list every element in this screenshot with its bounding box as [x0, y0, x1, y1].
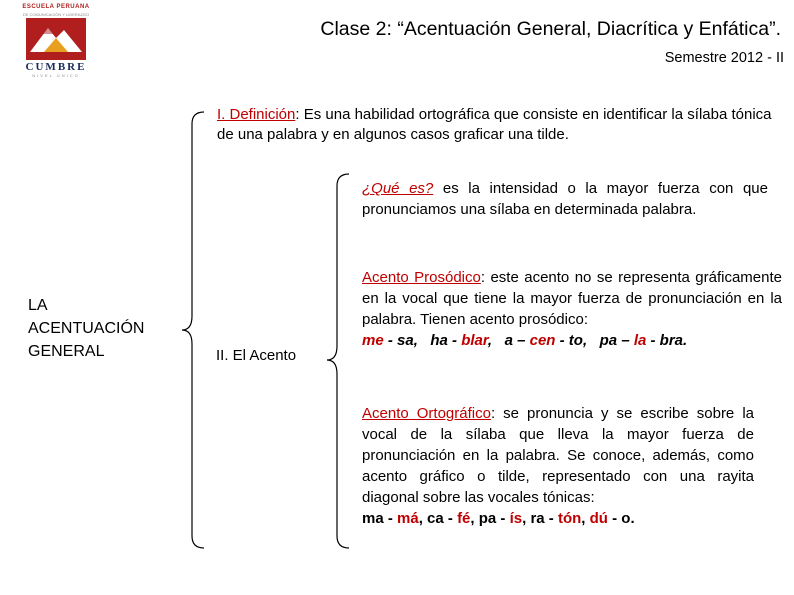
inner-curly-brace-icon: [325, 172, 355, 550]
syllable-text: ra -: [530, 510, 558, 527]
syllable-text: ca -: [427, 510, 458, 527]
definition-heading: I. Definición: [217, 106, 296, 123]
prosodico-paragraph: [362, 267, 782, 351]
syllable-text: ,: [581, 510, 590, 527]
syllable-text: ,: [418, 510, 428, 527]
logo-name: CUMBRE: [25, 61, 87, 73]
ortografico-text: : se pronuncia y se escribe sobre la vocal de la sílaba que lleva la mayor fuerza de pronunciación en la palabra. Se conoce, además, como acento gráfico o tilde, representado con una rayita diagonal sobre las vocales tónicas:: [362, 405, 754, 506]
ortografico-examples: [362, 508, 754, 529]
mountain-logo-icon: [26, 18, 86, 60]
prosodico-heading: Acento Prosódico: [362, 269, 481, 286]
stressed-syllable: ís: [509, 510, 523, 527]
topic-label: [28, 294, 144, 363]
stressed-syllable: la: [633, 332, 647, 349]
topic-label-line: GENERAL: [28, 343, 105, 360]
topic-label-line: ACENTUACIÓN: [28, 320, 145, 337]
school-logo: [18, 4, 94, 76]
page-subtitle: Semestre 2012 - II: [664, 50, 784, 66]
left-curly-brace-icon: [180, 110, 210, 550]
stressed-syllable: blar: [461, 332, 488, 349]
syllable-text: a –: [504, 332, 530, 349]
syllable-text: pa –: [599, 332, 634, 349]
syllable-text: - to,: [555, 332, 600, 349]
topic-label-line: LA: [28, 297, 48, 314]
syllable-text: pa -: [478, 510, 510, 527]
stressed-syllable: cen: [529, 332, 556, 349]
syllable-text: ,: [470, 510, 479, 527]
que-es-question: ¿Qué es?: [362, 180, 434, 197]
syllable-text: ,: [487, 332, 505, 349]
syllable-text: ,: [522, 510, 531, 527]
que-es-paragraph: [362, 178, 768, 220]
stressed-syllable: má: [397, 510, 419, 527]
stressed-syllable: me: [362, 332, 384, 349]
ortografico-heading: Acento Ortográfico: [362, 405, 491, 422]
definition-paragraph: [217, 105, 777, 145]
logo-tagline: NIVEL ÚNICO: [32, 73, 80, 78]
stressed-syllable: dú: [589, 510, 608, 527]
syllable-text: - sa,: [383, 332, 431, 349]
prosodico-examples: [362, 330, 782, 351]
acento-label: II. El Acento: [216, 347, 297, 364]
syllable-text: ma -: [362, 510, 398, 527]
prosodico-text: : este acento no se representa gráficamente en la vocal que tiene la mayor fuerza de pronunciación en la palabra. Tienen acento prosódico:: [362, 269, 782, 328]
que-es-text: es la intensidad o la mayor fuerza con que pronunciamos una sílaba en determinada palabra.: [362, 180, 768, 218]
page-title: Clase 2: “Acentuación General, Diacrítica y Enfática”.: [320, 18, 781, 40]
syllable-text: - bra.: [646, 332, 688, 349]
logo-title: ESCUELA PERUANA: [22, 4, 90, 10]
definition-text: : Es una habilidad ortográfica que consiste en identificar la sílaba tónica de una palabra y en algunos casos graficar una tilde.: [217, 106, 772, 143]
syllable-text: ha -: [430, 332, 462, 349]
logo-subtitle: DE COMUNICACIÓN Y LIDERAZGO: [22, 12, 90, 17]
syllable-text: - o.: [607, 510, 635, 527]
stressed-syllable: fé: [457, 510, 471, 527]
stressed-syllable: tón: [557, 510, 582, 527]
ortografico-paragraph: [362, 403, 754, 529]
